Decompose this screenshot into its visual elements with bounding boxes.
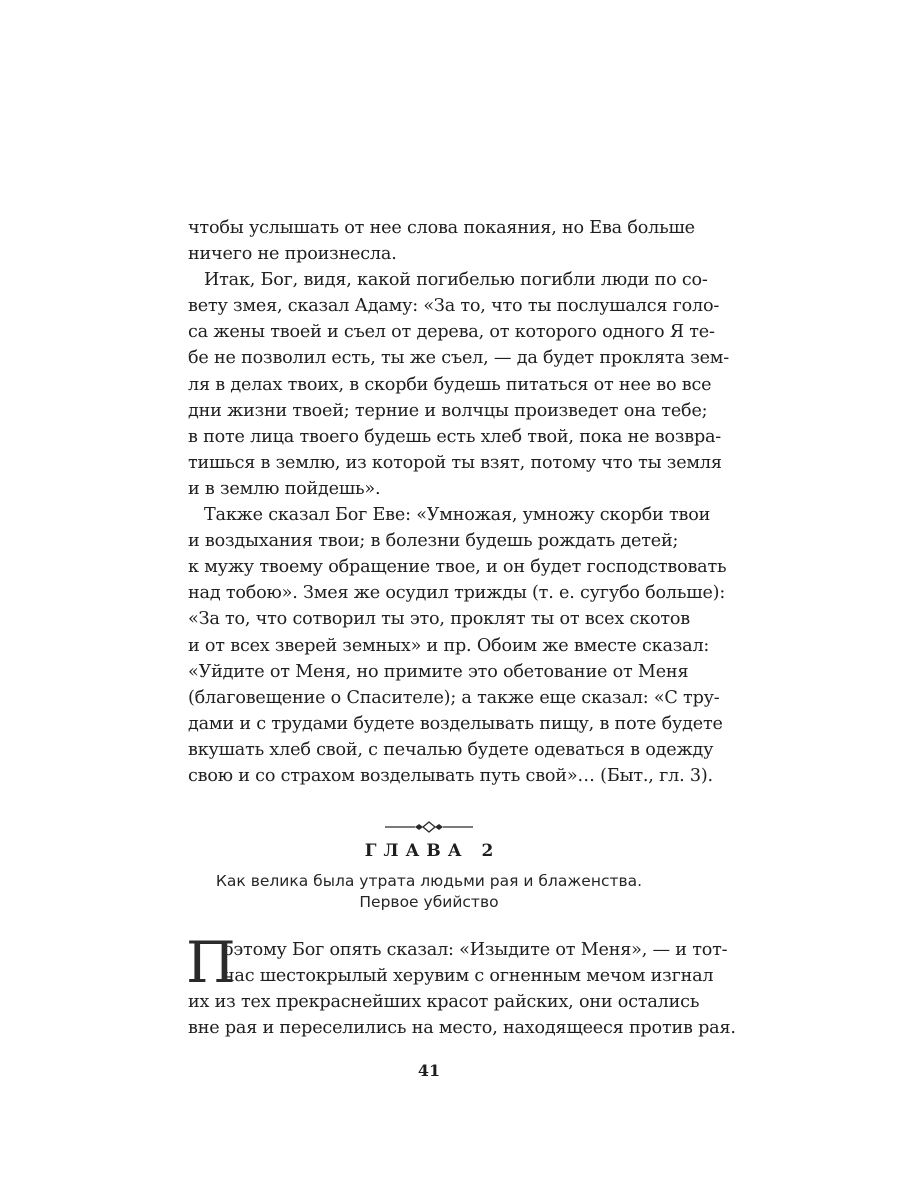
- text-line: в поте лица твоего будешь есть хлеб твой, пока не возвра-: [188, 426, 722, 447]
- text-line: са жены твоей и съел от дерева, от которого одного Я те-: [188, 322, 715, 343]
- chapter-subtitle: [188, 871, 670, 913]
- text-line: и воздыхания твои; в болезни будешь рождать детей;: [188, 531, 679, 552]
- text-line: их из тех прекраснейших красот райских, они остались: [188, 992, 700, 1013]
- text-line: тишься в землю, из которой ты взят, потому что ты земля: [188, 452, 722, 473]
- diamond-divider-icon: [385, 821, 473, 833]
- text-line: свою и со страхом возделывать путь свой»… (Быт., гл. 3).: [188, 765, 713, 786]
- text-line: (благовещение о Спасителе); а также еще сказал: «С тру-: [188, 687, 720, 708]
- paragraph-continuation: [188, 215, 695, 267]
- book-page: [186, 215, 736, 1081]
- paragraph-god-to-adam: [188, 267, 730, 502]
- text-line: и в землю пойдешь».: [188, 478, 381, 499]
- text-line: «Уйдите от Меня, но примите это обетование от Меня: [188, 661, 689, 682]
- text-line: над тобою». Змея же осудил трижды (т. е. сугубо больше):: [188, 583, 726, 604]
- text-line: вету змея, сказал Адаму: «За то, что ты послушался голо-: [188, 296, 720, 317]
- text-line: вне рая и переселились на место, находящееся против рая.: [188, 1018, 736, 1039]
- paragraph-god-to-eve: [188, 502, 727, 789]
- text-line: и от всех зверей земных» и пр. Обоим же вместе сказал:: [188, 635, 710, 656]
- text-line: оэтому Бог опять сказал: «Изыдите от Меня», — и тот-: [223, 940, 728, 961]
- text-line: Итак, Бог, видя, какой погибелью погибли люди по со-: [204, 270, 708, 291]
- drop-cap: П: [186, 930, 236, 997]
- chapter-subtitle-line: Первое убийство: [359, 893, 499, 912]
- page-number: 41: [417, 1061, 441, 1081]
- text-line: дами и с трудами будете возделывать пищу, в поте будете: [188, 713, 723, 734]
- text-line: вкушать хлеб свой, с печалью будете одеваться в одежду: [188, 739, 714, 760]
- text-line: ничего не произнесла.: [188, 244, 397, 265]
- text-line: чтобы услышать от нее слова покаяния, но Ева больше: [188, 218, 695, 238]
- text-line: бе не позволил есть, ты же съел, — да будет проклята зем-: [188, 348, 730, 369]
- text-line: час шестокрылый херувим с огненным мечом изгнал: [223, 966, 714, 987]
- text-line: Также сказал Бог Еве: «Умножая, умножу скорби твои: [204, 505, 711, 526]
- text-line: к мужу твоему обращение твое, и он будет господствовать: [188, 557, 727, 578]
- chapter-opening-paragraph: [186, 930, 736, 1041]
- chapter-heading: ГЛАВА 2: [364, 841, 501, 862]
- text-line: «За то, что сотворил ты это, проклят ты от всех скотов: [188, 609, 690, 630]
- section-spacer: [188, 789, 670, 811]
- chapter-subtitle-line: Как велика была утрата людьми рая и блаженства.: [215, 872, 643, 891]
- text-line: ля в делах твоих, в скорби будешь питаться от нее во все: [188, 374, 712, 395]
- text-line: дни жизни твоей; терние и волчцы произведет она тебе;: [188, 400, 708, 421]
